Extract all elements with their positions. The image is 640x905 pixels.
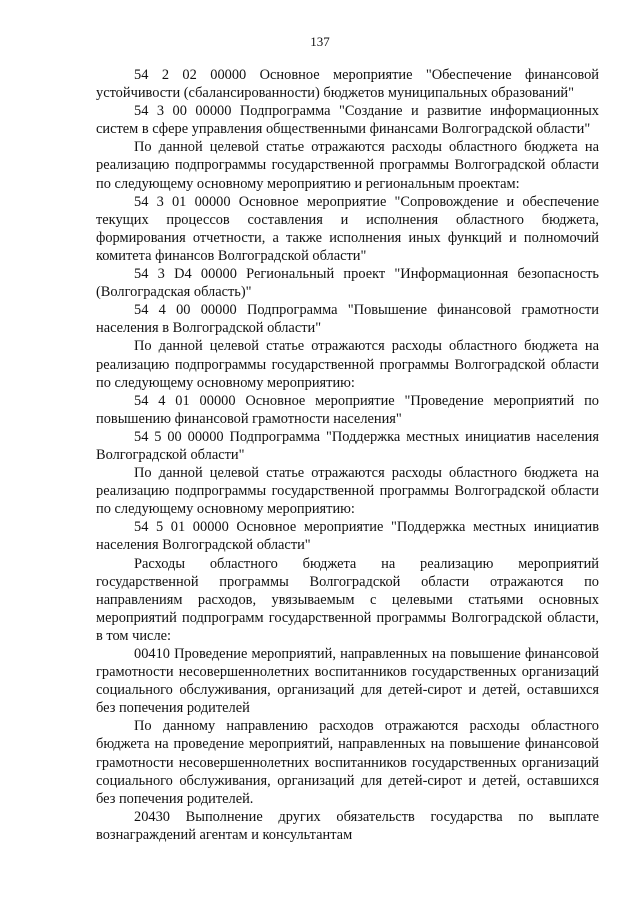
paragraph-target-article-note: По данной целевой статье отражаются расходы областного бюджета на реализацию подпрограммы государственной программы Волгоградской области по следующему основному мероприятию и региональным проектам: (96, 139, 599, 192)
paragraph-target-article-note: По данной целевой статье отражаются расходы областного бюджета на реализацию подпрограммы государственной программы Волгоградской области по следующему основному мероприятию: (96, 338, 599, 391)
paragraph-20430: 20430 Выполнение других обязательств государства по выплате вознаграждений агентам и консультантам (96, 808, 599, 843)
paragraph-54-3-00: 54 3 00 00000 Подпрограмма "Создание и развитие информационных систем в сфере управления общественными финансами Волгоградской области" (96, 103, 599, 138)
page-number: 137 (310, 34, 330, 49)
paragraph-54-3-01: 54 3 01 00000 Основное мероприятие "Сопровождение и обеспечение текущих процессов составления и исполнения областного бюджета, формирования отчетности, а также исполнения иных функций и полномочий комитета финансов Волгоградской области" (96, 193, 599, 264)
document-body (96, 66, 599, 844)
paragraph-expense-directions: Расходы областного бюджета на реализацию мероприятий государственной программы Волгоградской области отражаются по направлениям расходов, увязываемым с целевыми статьями основных мероприятий подпрограмм государственной программы Волгоградской области, в том числе: (96, 555, 599, 644)
paragraph-54-2-02: 54 2 02 00000 Основное мероприятие "Обеспечение финансовой устойчивости (сбалансированности) бюджетов муниципальных образований" (96, 67, 599, 102)
paragraph-54-5-00: 54 5 00 00000 Подпрограмма "Поддержка местных инициатив населения Волгоградской области" (96, 428, 599, 463)
paragraph-54-4-00: 54 4 00 00000 Подпрограмма "Повышение финансовой грамотности населения в Волгоградской области" (96, 302, 599, 337)
paragraph-target-article-note: По данной целевой статье отражаются расходы областного бюджета на реализацию подпрограммы государственной программы Волгоградской области по следующему основному мероприятию: (96, 465, 599, 518)
paragraph-54-5-01: 54 5 01 00000 Основное мероприятие "Поддержка местных инициатив населения Волгоградской области" (96, 519, 599, 554)
paragraph-54-3-d4: 54 3 D4 00000 Региональный проект "Информационная безопасность (Волгоградская область)" (96, 266, 599, 301)
paragraph-00410: 00410 Проведение мероприятий, направленных на повышение финансовой грамотности несовершеннолетних воспитанников государственных организаций социального обслуживания, организаций для детей-сирот и детей, оставшихся без попечения родителей (96, 646, 599, 717)
paragraph-00410-note: По данному направлению расходов отражаются расходы областного бюджета на проведение мероприятий, направленных на повышение финансовой грамотности несовершеннолетних воспитанников государственных организаций социального обслуживания, организаций для детей-сирот и детей, оставшихся без попечения родителей. (96, 718, 599, 807)
paragraph-54-4-01: 54 4 01 00000 Основное мероприятие "Проведение мероприятий по повышению финансовой грамотности населения" (96, 392, 599, 427)
